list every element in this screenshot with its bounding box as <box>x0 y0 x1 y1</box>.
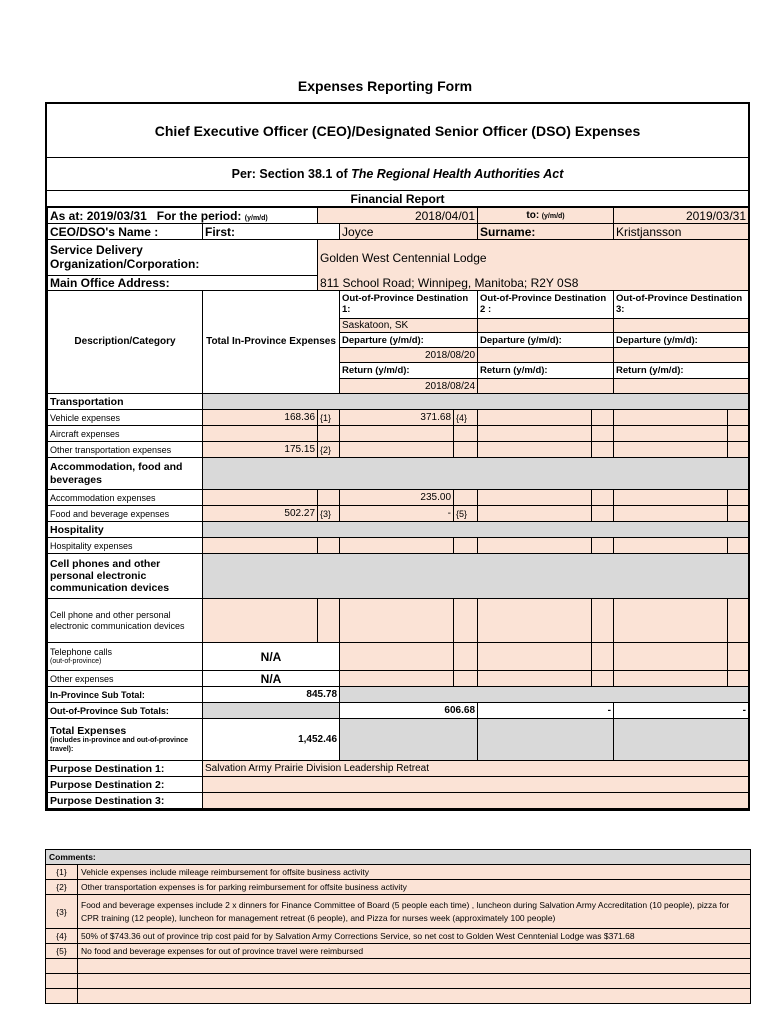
out-subtotal-dest2: - <box>478 703 614 719</box>
ceo-name-label: CEO/DSO's Name : <box>48 224 203 240</box>
dest2-city <box>478 319 614 333</box>
in-province-subtotal-label: In-Province Sub Total: <box>48 687 203 703</box>
table-row <box>48 671 749 687</box>
dest3-departure <box>614 348 749 363</box>
comment-text: Food and beverage expenses include 2 x dinners for Finance Committee of Board (5 people each time) , luncheon during Salvation Army Accreditation (10 people), pizza for CPR training (12 people), luncheon for management retreat (6 people), and Pizza for nurses week (approximately 100 people) <box>78 895 751 929</box>
row-label: Accommodation expenses <box>48 490 203 506</box>
other-transport-in-province: 175.15 <box>203 442 318 458</box>
expenses-table <box>47 207 749 809</box>
row-label: Aircraft expenses <box>48 426 203 442</box>
list-item <box>46 865 751 880</box>
section-cell-phones: Cell phones and other personal electronic communication devices <box>48 554 203 599</box>
dest1-return-label: Return (y/m/d): <box>340 363 478 379</box>
table-row <box>48 410 749 426</box>
comment-text: Other transportation expenses is for parking reimbursement for offsite business activity <box>78 880 751 895</box>
total-expenses-label: Total Expenses (includes in-province and out-of-province travel): <box>48 719 203 761</box>
col-in-province: Total In-Province Expenses <box>203 291 340 394</box>
address-label: Main Office Address: <box>48 276 318 291</box>
comment-id: {5} <box>46 944 78 959</box>
table-row <box>48 599 749 643</box>
col-desc: Description/Category <box>48 291 203 394</box>
list-item <box>46 929 751 944</box>
purpose-dest2 <box>203 777 749 793</box>
section-transportation: Transportation <box>48 394 203 410</box>
out-province-subtotal-label: Out-of-Province Sub Totals: <box>48 703 203 719</box>
dest1-city: Saskatoon, SK <box>340 319 478 333</box>
note-ref: {4} <box>454 410 478 426</box>
surname: Kristjansson <box>614 224 749 240</box>
first-name: Joyce <box>340 224 478 240</box>
row-label: Other expenses <box>48 671 203 687</box>
dest1-departure-label: Departure (y/m/d): <box>340 333 478 348</box>
vehicle-in-province: 168.36 <box>203 410 318 426</box>
period-to-label: to: (y/m/d) <box>478 208 614 224</box>
note-ref: {5} <box>454 506 478 522</box>
in-province-subtotal: 845.78 <box>203 687 340 703</box>
list-item <box>46 895 751 929</box>
comment-id: {1} <box>46 865 78 880</box>
expenses-form <box>45 102 750 811</box>
comment-text: 50% of $743.36 out of province trip cost paid for by Salvation Army Corrections Service, so net cost to Golden West Cenntenial Lodge was $371.68 <box>78 929 751 944</box>
vehicle-dest1: 371.68 <box>340 410 454 426</box>
comments-label: Comments: <box>46 850 751 865</box>
act-reference <box>47 158 748 191</box>
purpose-dest3-label: Purpose Destination 3: <box>48 793 203 809</box>
row-label: Vehicle expenses <box>48 410 203 426</box>
purpose-dest1: Salvation Army Prairie Division Leadership Retreat <box>203 761 749 777</box>
comment-text: Vehicle expenses include mileage reimbursement for offsite business activity <box>78 865 751 880</box>
report-type: Financial Report <box>47 191 748 207</box>
row-label: Hospitality expenses <box>48 538 203 554</box>
act-name: The Regional Health Authorities Act <box>351 167 564 181</box>
table-row <box>48 442 749 458</box>
food-dest1: - <box>340 506 454 522</box>
dest3-city <box>614 319 749 333</box>
period-label: As at: 2019/03/31 For the period: (y/m/d) <box>48 208 318 224</box>
table-row <box>48 538 749 554</box>
note-ref: {2} <box>318 442 340 458</box>
row-label: Other transportation expenses <box>48 442 203 458</box>
first-name-label: First: <box>203 224 340 240</box>
dest2-title: Out-of-Province Destination 2 : <box>478 291 614 319</box>
purpose-dest1-label: Purpose Destination 1: <box>48 761 203 777</box>
dest3-title: Out-of-Province Destination 3: <box>614 291 749 319</box>
dest3-departure-label: Departure (y/m/d): <box>614 333 749 348</box>
purpose-dest2-label: Purpose Destination 2: <box>48 777 203 793</box>
dest1-return: 2018/08/24 <box>340 379 478 394</box>
comment-id: {3} <box>46 895 78 929</box>
comment-id: {2} <box>46 880 78 895</box>
table-row <box>48 490 749 506</box>
dest3-return <box>614 379 749 394</box>
org-address: 811 School Road; Winnipeg, Manitoba; R2Y 0S8 <box>318 276 749 291</box>
out-subtotal-dest3: - <box>614 703 749 719</box>
total-expenses: 1,452.46 <box>203 719 340 761</box>
org-label: Service Delivery Organization/Corporation: <box>48 240 318 276</box>
comment-id: {4} <box>46 929 78 944</box>
dest1-departure: 2018/08/20 <box>340 348 478 363</box>
dest3-return-label: Return (y/m/d): <box>614 363 749 379</box>
telephone-in-province: N/A <box>203 643 340 671</box>
purpose-dest3 <box>203 793 749 809</box>
list-item <box>46 944 751 959</box>
other-expenses-in-province: N/A <box>203 671 340 687</box>
table-row <box>48 506 749 522</box>
surname-label: Surname: <box>478 224 614 240</box>
note-ref: {1} <box>318 410 340 426</box>
row-label: Food and beverage expenses <box>48 506 203 522</box>
out-subtotal-dest1: 606.68 <box>340 703 478 719</box>
org-name: Golden West Centennial Lodge <box>318 240 749 276</box>
document-title: Expenses Reporting Form <box>297 78 473 94</box>
section-accommodation: Accommodation, food and beverages <box>48 458 203 490</box>
food-in-province: 502.27 <box>203 506 318 522</box>
as-at-date: 2019/03/31 <box>86 208 147 223</box>
period-to: 2019/03/31 <box>614 208 749 224</box>
section-hospitality: Hospitality <box>48 522 203 538</box>
comment-text: No food and beverage expenses for out of province travel were reimbursed <box>78 944 751 959</box>
row-label: Telephone calls (out-of-province) <box>48 643 203 671</box>
period-from: 2018/04/01 <box>318 208 478 224</box>
dest2-departure <box>478 348 614 363</box>
note-ref: {3} <box>318 506 340 522</box>
table-row <box>48 643 749 671</box>
form-heading: Chief Executive Officer (CEO)/Designated Senior Officer (DSO) Expenses <box>47 104 748 158</box>
dest1-title: Out-of-Province Destination 1: <box>340 291 478 319</box>
accommodation-dest1: 235.00 <box>340 490 454 506</box>
act-prefix: Per: Section 38.1 of <box>231 167 352 181</box>
dest2-return <box>478 379 614 394</box>
table-row <box>48 426 749 442</box>
dest2-departure-label: Departure (y/m/d): <box>478 333 614 348</box>
comments-table <box>45 849 751 1004</box>
list-item <box>46 880 751 895</box>
dest2-return-label: Return (y/m/d): <box>478 363 614 379</box>
row-label: Cell phone and other personal electronic communication devices <box>48 599 203 643</box>
